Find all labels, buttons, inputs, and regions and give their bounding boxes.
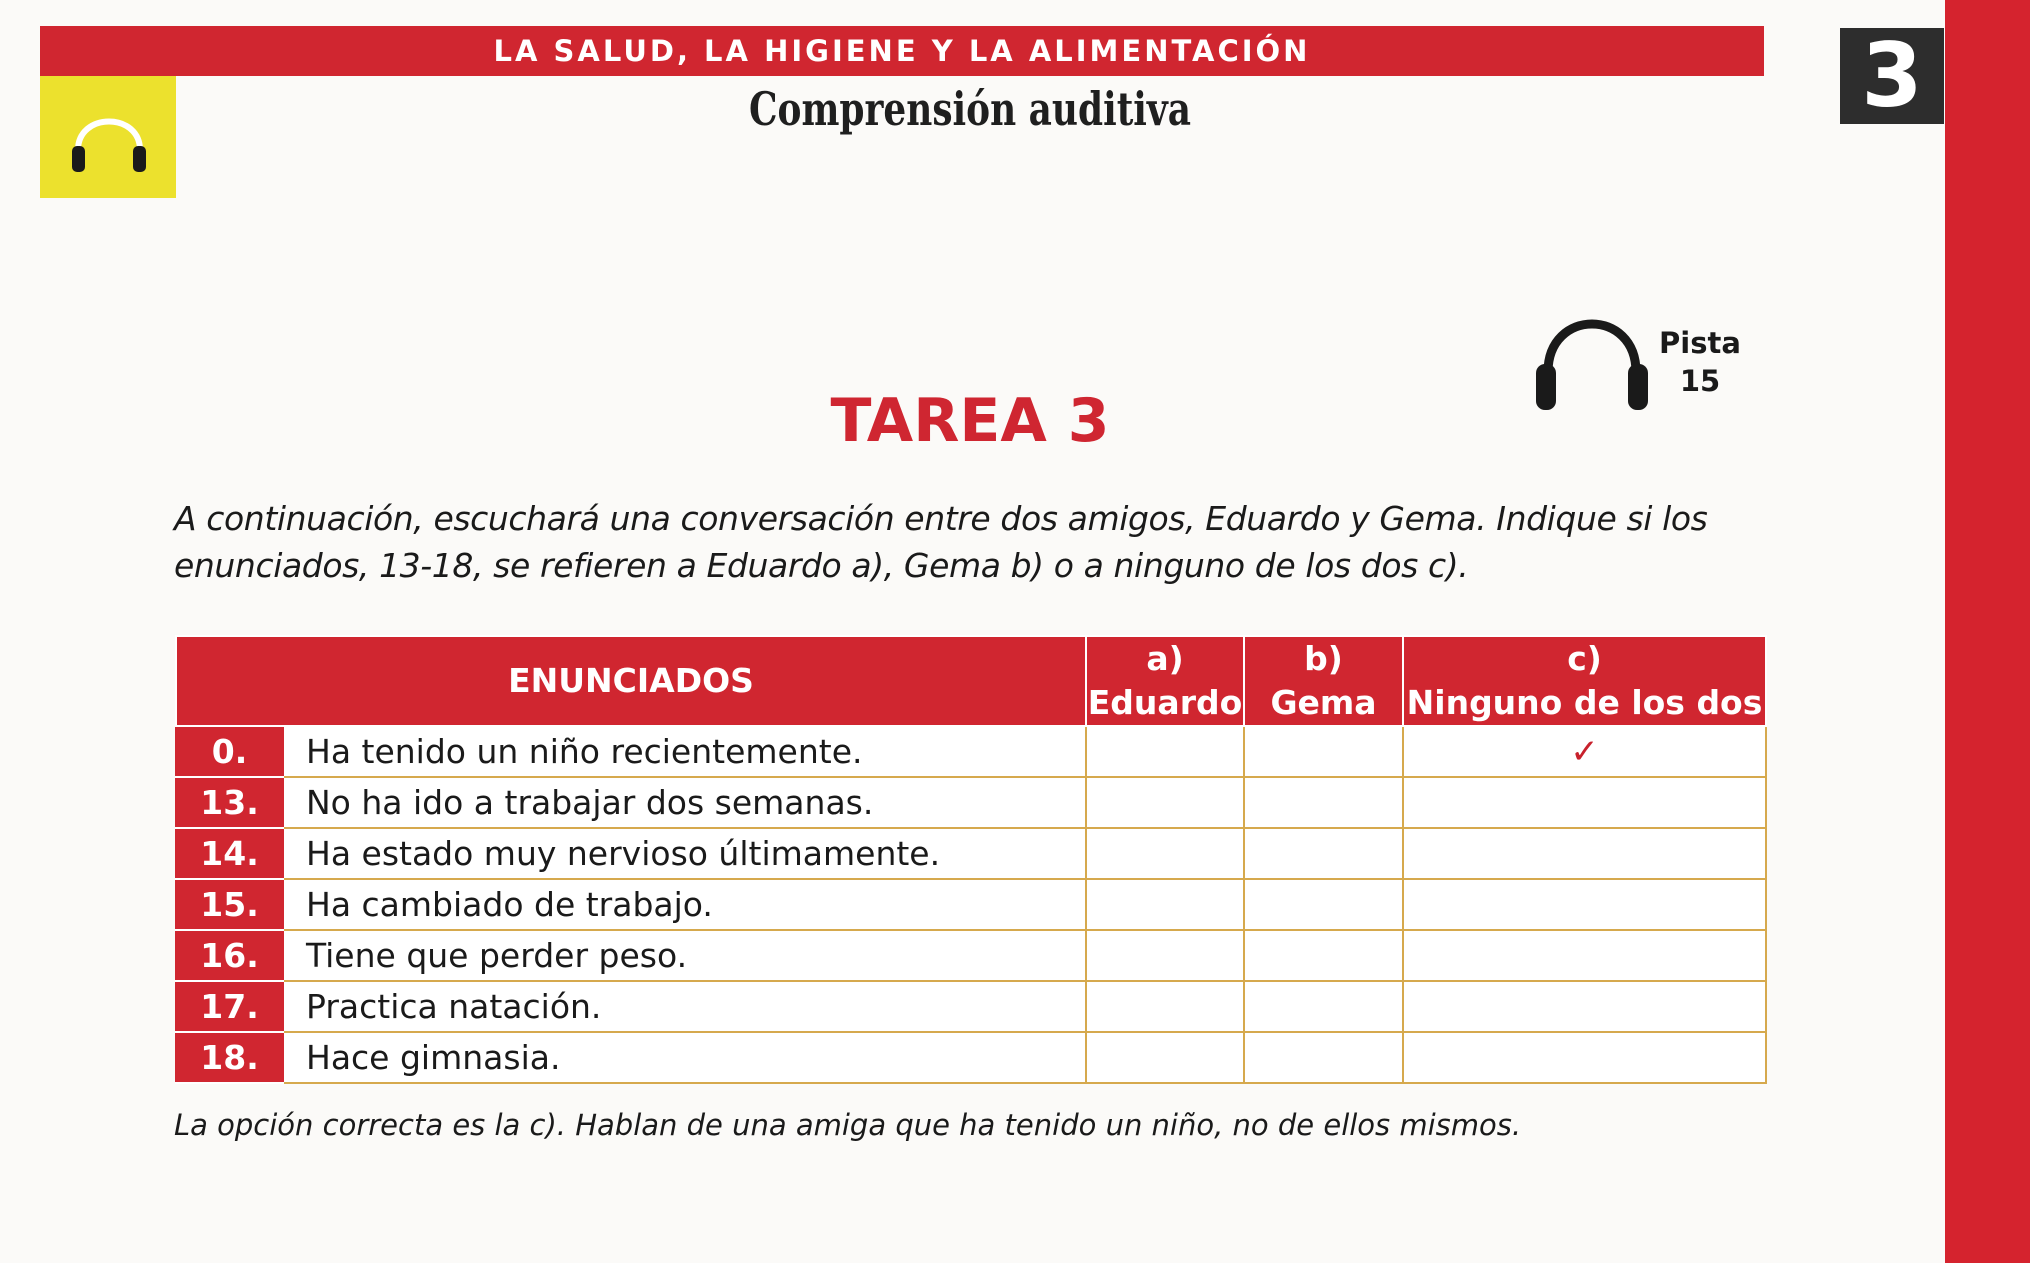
statement-text: Ha cambiado de trabajo. xyxy=(283,879,1086,930)
answer-cell-c[interactable] xyxy=(1403,828,1766,879)
page-edge-band xyxy=(1945,0,2030,1263)
table-row xyxy=(176,981,1766,1032)
statement-text: Ha estado muy nervioso últimamente. xyxy=(283,828,1086,879)
headphones-icon xyxy=(64,98,154,178)
answer-cell-c[interactable] xyxy=(1403,981,1766,1032)
row-number: 15. xyxy=(176,879,283,930)
option-a-letter: a) xyxy=(1146,639,1184,678)
statement-text: Hace gimnasia. xyxy=(283,1032,1086,1083)
answer-cell-c-checkmark[interactable]: ✓ xyxy=(1403,726,1766,777)
row-number: 0. xyxy=(176,726,283,777)
option-c-letter: c) xyxy=(1567,639,1602,678)
track-label-text: Pista xyxy=(1659,326,1741,360)
answer-cell-a[interactable] xyxy=(1086,726,1244,777)
table-row xyxy=(176,879,1766,930)
answer-cell-a[interactable] xyxy=(1086,879,1244,930)
statement-text: No ha ido a trabajar dos semanas. xyxy=(283,777,1086,828)
example-note: La opción correcta es la c). Hablan de una amiga que ha tenido un niño, no de ellos mismos. xyxy=(174,1108,1522,1142)
option-b-header xyxy=(1244,636,1403,726)
row-number: 17. xyxy=(176,981,283,1032)
statements-header: ENUNCIADOS xyxy=(176,636,1086,726)
answer-cell-b[interactable] xyxy=(1244,930,1403,981)
chapter-badge: 3 xyxy=(1840,28,1944,124)
option-b-name: Gema xyxy=(1270,683,1377,722)
listening-section-marker xyxy=(40,76,176,198)
table-row xyxy=(176,777,1766,828)
statement-text: Ha tenido un niño recientemente. xyxy=(283,726,1086,777)
answer-cell-b[interactable] xyxy=(1244,879,1403,930)
statement-text: Practica natación. xyxy=(283,981,1086,1032)
answer-cell-a[interactable] xyxy=(1086,930,1244,981)
answer-cell-a[interactable] xyxy=(1086,777,1244,828)
answer-cell-b[interactable] xyxy=(1244,726,1403,777)
answer-cell-c[interactable] xyxy=(1403,777,1766,828)
table-row xyxy=(176,930,1766,981)
section-header: LA SALUD, LA HIGIENE Y LA ALIMENTACIÓN xyxy=(40,26,1764,76)
track-number: 15 xyxy=(1679,364,1721,398)
answer-cell-c[interactable] xyxy=(1403,1032,1766,1083)
row-number: 18. xyxy=(176,1032,283,1083)
option-b-letter: b) xyxy=(1304,639,1343,678)
table-row xyxy=(176,1032,1766,1083)
task-title: TAREA 3 xyxy=(830,386,1110,456)
statement-text: Tiene que perder peso. xyxy=(283,930,1086,981)
option-c-header xyxy=(1403,636,1766,726)
answer-cell-b[interactable] xyxy=(1244,981,1403,1032)
option-c-name: Ninguno de los dos xyxy=(1406,683,1763,722)
row-number: 16. xyxy=(176,930,283,981)
answer-cell-a[interactable] xyxy=(1086,828,1244,879)
table-row xyxy=(176,828,1766,879)
answer-cell-c[interactable] xyxy=(1403,879,1766,930)
row-number: 13. xyxy=(176,777,283,828)
answer-cell-a[interactable] xyxy=(1086,981,1244,1032)
answer-cell-c[interactable] xyxy=(1403,930,1766,981)
answer-cell-b[interactable] xyxy=(1244,1032,1403,1083)
track-headphones-icon xyxy=(1530,306,1654,416)
table-row xyxy=(176,726,1766,777)
answer-cell-b[interactable] xyxy=(1244,777,1403,828)
answer-cell-b[interactable] xyxy=(1244,828,1403,879)
task-instructions: A continuación, escuchará una conversación entre dos amigos, Eduardo y Gema. Indique si los enunciados, 13-18, se refieren a Eduardo a), Gema b) o a ninguno de los dos c). xyxy=(174,499,1708,585)
option-a-name: Eduardo xyxy=(1087,683,1243,722)
answer-table xyxy=(175,635,1767,1084)
option-a-header xyxy=(1086,636,1244,726)
table-header-row xyxy=(176,636,1766,726)
answer-cell-a[interactable] xyxy=(1086,1032,1244,1083)
track-label xyxy=(1655,324,1745,400)
section-subtitle: Comprensión auditiva xyxy=(748,82,1192,136)
row-number: 14. xyxy=(176,828,283,879)
